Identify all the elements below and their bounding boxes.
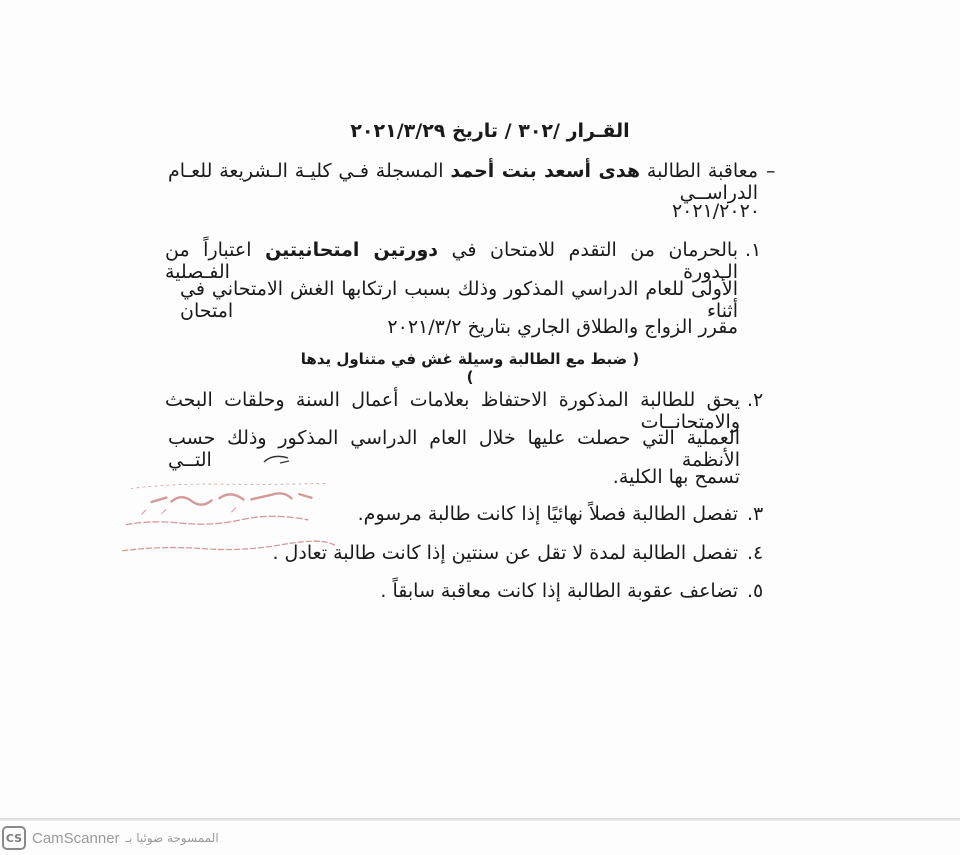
- item-1-text-part1: بالحرمان من التقدم للامتحان في: [451, 239, 739, 261]
- item-1-line-2: الأولى للعام الدراسي المذكور وذلك بسبب ارتكابها الغش الامتحاني في أثناء امتحان: [180, 278, 738, 322]
- intro-text-part2: المسجلة فـي كليـة الـشريعة للعـام الدراســي: [168, 160, 758, 204]
- scan-edge: [0, 818, 960, 821]
- item-4-text: تفصل الطالبة لمدة لا تقل عن سنتين إذا كانت طالبة تعادل .: [272, 542, 738, 564]
- item-2-line-3: تسمح بها الكلية.: [612, 466, 740, 488]
- item-1-text-part2: اعتباراً من الـدورة الفـصلية: [165, 239, 738, 283]
- camscanner-caption: الممسوحة ضوئيا بـ: [125, 831, 219, 845]
- item-5-number: ٥.: [747, 580, 764, 602]
- item-1-line-1: [165, 239, 738, 283]
- camscanner-logo-icon: CS: [2, 826, 26, 850]
- item-2-number: ٢.: [747, 389, 764, 411]
- camscanner-watermark: [0, 824, 219, 852]
- intro-text-part1: معاقبة الطالبة: [646, 160, 759, 182]
- intro-line-2: ٢٠٢١/٢٠٢٠: [671, 200, 760, 222]
- decision-heading: القـرار /٣٠٢ / تاريخ ٢٠٢١/٣/٢٩: [350, 120, 630, 142]
- item-1-note: ( ضبط مع الطالبة وسيلة غش في متناول يدها ): [300, 350, 640, 386]
- item-5-text: تضاعف عقوبة الطالبة إذا كانت معاقبة سابقاً .: [380, 580, 738, 602]
- faded-stamp: [111, 475, 343, 566]
- intro-dash: –: [766, 160, 776, 182]
- item-1-emphasis: دورتين امتحانيتين: [265, 239, 439, 261]
- item-3-number: ٣.: [747, 503, 764, 525]
- item-1-line-3: مقرر الزواج والطلاق الجاري بتاريخ ٢٠٢١/٣/٢: [387, 316, 738, 338]
- camscanner-app-name: CamScanner: [32, 829, 120, 847]
- item-2-line-1: يحق للطالبة المذكورة الاحتفاظ بعلامات أعمال السنة وحلقات البحث والامتحانــات: [165, 389, 740, 433]
- intro-line-1: [168, 160, 758, 204]
- item-1-number: ١.: [745, 239, 762, 261]
- handwritten-mark-icon: [262, 452, 292, 466]
- item-2-line-2: العملية التي حصلت عليها خلال العام الدراسي المذكور وذلك حسب الأنظمة التــي: [168, 427, 740, 471]
- student-name: هدى أسعد بنت أحمد: [450, 160, 641, 182]
- item-3-text: تفصل الطالبة فصلاً نهائيًا إذا كانت طالبة مرسوم.: [357, 503, 738, 525]
- item-4-number: ٤.: [747, 542, 764, 564]
